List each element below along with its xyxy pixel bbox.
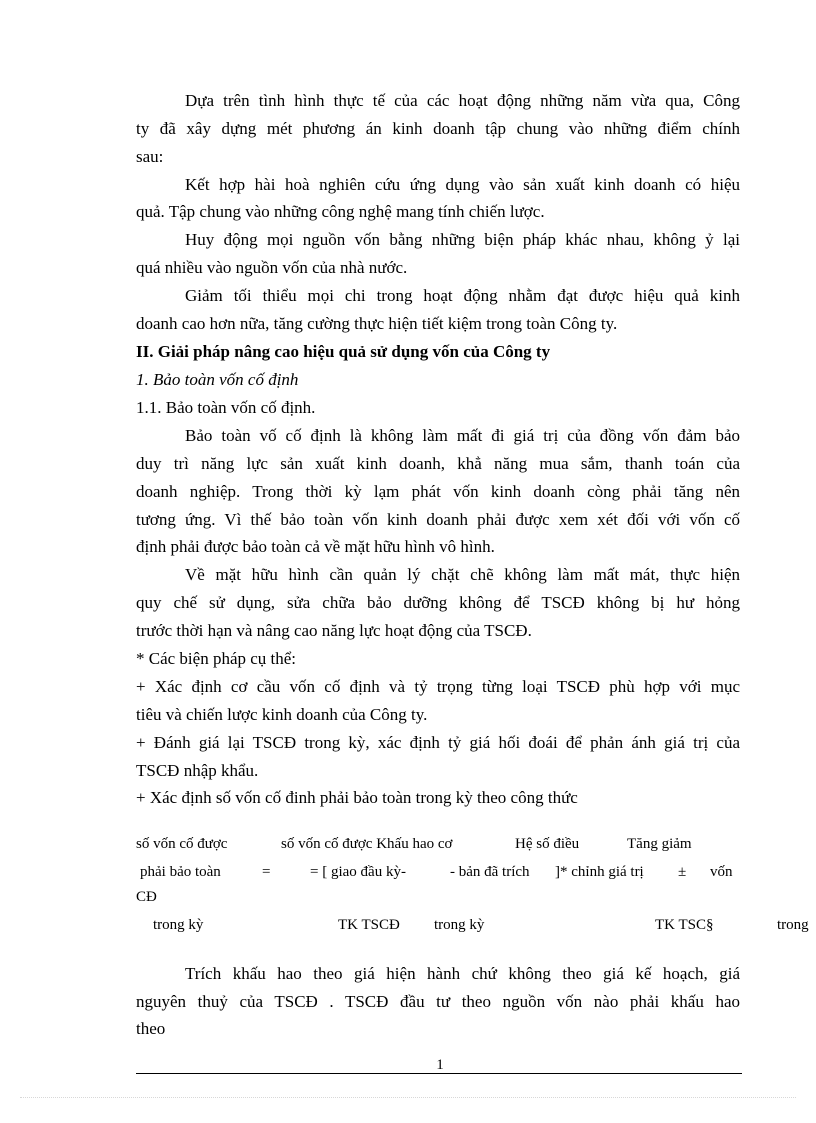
formula-r4-c4: TK TSC§ <box>655 917 714 933</box>
p5-line2: duy trì năng lực sản xuất kinh doanh, khẳ năng mua sắm, thanh toán của <box>136 454 740 473</box>
p7-line2: nguyên thuỷ của TSCĐ . TSCĐ đầu tư theo nguồn vốn nào phải khấu hao <box>136 992 740 1011</box>
p4-line2: doanh cao hơn nữa, tăng cường thực hiện tiết kiệm trong toàn Công ty. <box>136 314 618 333</box>
formula-r2-eq1: = <box>262 864 271 880</box>
p7-line1: Trích khấu hao theo giá hiện hành chứ không theo giá kế hoạch, giá <box>185 964 740 983</box>
formula-r1-c1: số vốn cố được <box>136 836 228 852</box>
p3-line2: quá nhiều vào nguồn vốn của nhà nước. <box>136 258 408 277</box>
p2-line2: quả. Tập chung vào những công nghệ mang tính chiến lược. <box>136 202 545 221</box>
formula-r4-c3: trong kỳ <box>434 917 485 933</box>
formula-r3: CĐ <box>136 889 157 905</box>
footer-rule <box>136 1073 742 1074</box>
p5-line1: Bảo toàn vố cố định là không làm mất đi giá trị của đồng vốn đảm bảo <box>185 426 740 445</box>
measure2-line1: + Đánh giá lại TSCĐ trong kỳ, xác định tỷ giá hối đoái để phản ánh giá trị của <box>136 733 740 752</box>
p1-line2: ty đã xây dựng mét phương án kinh doanh tập chung vào những điểm chính <box>136 119 740 138</box>
p5-line4: tương ứng. Vì thế bảo toàn vốn kinh doanh phải được xem xét đối với vốn cố <box>136 510 740 529</box>
p1-line1: Dựa trên tình hình thực tế của các hoạt động những năm vừa qua, Công <box>185 91 740 110</box>
formula-r1-c2: số vốn cố được Khấu hao cơ <box>281 836 453 852</box>
p4-line1: Giảm tối thiểu mọi chi trong hoạt động nhằm đạt được hiệu quả kinh <box>185 286 740 305</box>
formula-r1-c3: Hệ số điều <box>515 836 580 852</box>
p1-line3: sau: <box>136 147 164 166</box>
formula-r2-c2: = [ giao đầu kỳ- <box>310 864 406 880</box>
formula-r2-c3: - bản đã trích <box>450 864 530 880</box>
p7-line3: theo <box>136 1019 166 1038</box>
page-bottom-dotted-border <box>20 1097 796 1098</box>
formula-r1-c4: Tăng giảm <box>627 836 692 852</box>
p6-line2: quy chế sử dụng, sửa chữa bảo dưỡng không để TSCĐ không bị hư hỏng <box>136 593 740 612</box>
measures-title: * Các biện pháp cụ thể: <box>136 649 297 668</box>
formula-r4-c1: trong kỳ <box>153 917 204 933</box>
p5-line3: doanh nghiệp. Trong thời kỳ lạm phát vốn kinh doanh còng phải tăng nên <box>136 482 740 501</box>
formula-r4-c2: TK TSCĐ <box>338 917 400 933</box>
measure1-line1: + Xác định cơ cầu vốn cố định và tỷ trọng từng loại TSCĐ phù hợp với mục <box>136 677 740 696</box>
page-number: 1 <box>436 1057 444 1073</box>
section-heading: II. Giải pháp nâng cao hiệu quả sử dụng vốn của Công ty <box>136 342 551 361</box>
formula-r2-c5: vốn <box>710 864 733 880</box>
formula-r4-c5: trong <box>777 917 809 933</box>
p2-line1: Kết hợp hài hoà nghiên cứu ứng dụng vào sản xuất kinh doanh có hiệu <box>185 175 740 194</box>
p6-line3: trước thời hạn và nâng cao năng lực hoạt động của TSCĐ. <box>136 621 532 640</box>
formula-r2-pm: ± <box>678 864 687 880</box>
formula-r2-c4: ]* chỉnh giá trị <box>555 864 644 880</box>
measure2-line2: TSCĐ nhập khẩu. <box>136 761 259 780</box>
p6-line1: Về mặt hữu hình cần quản lý chặt chẽ không làm mất mát, thực hiện <box>185 565 740 584</box>
formula-r2-c1: phải bảo toàn <box>140 864 221 880</box>
subsection-heading: 1. Bảo toàn vốn cố định <box>136 370 299 389</box>
measure1-line2: tiêu và chiến lược kinh doanh của Công ty. <box>136 705 428 724</box>
measure3-line: + Xác định số vốn cố đinh phải bảo toàn trong kỳ theo công thức <box>136 788 578 807</box>
p5-line5: định phải được bảo toàn cả về mặt hữu hình vô hình. <box>136 537 495 556</box>
p3-line1: Huy động mọi nguồn vốn bằng những biện pháp khác nhau, không ỷ lại <box>185 230 740 249</box>
subsubsection-heading: 1.1. Bảo toàn vốn cố định. <box>136 398 316 417</box>
